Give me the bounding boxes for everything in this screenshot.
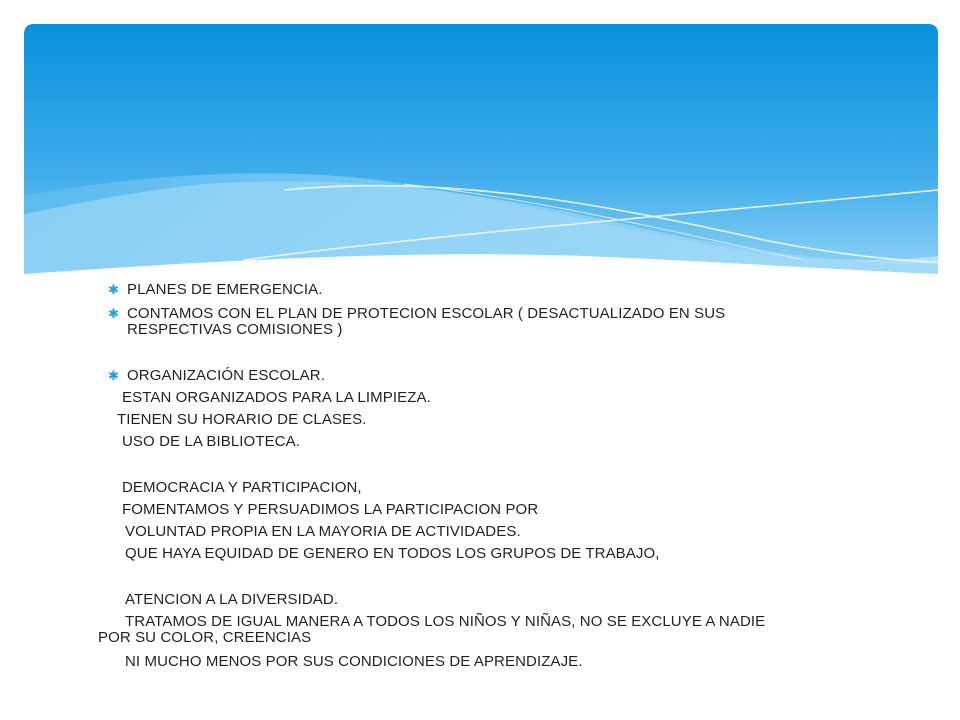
bullet-text-continuation: RESPECTIVAS COMISIONES ): [127, 321, 343, 338]
bullet-icon: ✱: [108, 306, 119, 321]
body-line: FOMENTAMOS Y PERSUADIMOS LA PARTICIPACION POR: [122, 501, 539, 518]
bullet-text: ORGANIZACIÓN ESCOLAR.: [127, 367, 325, 384]
body-line: DEMOCRACIA Y PARTICIPACION,: [122, 479, 362, 496]
body-line: NI MUCHO MENOS POR SUS CONDICIONES DE APRENDIZAJE.: [125, 653, 583, 670]
body-line: POR SU COLOR, CREENCIAS: [98, 629, 312, 646]
bullet-text: CONTAMOS CON EL PLAN DE PROTECION ESCOLAR ( DESACTUALIZADO EN SUS: [127, 305, 726, 322]
body-line: TIENEN SU HORARIO DE CLASES.: [117, 411, 367, 428]
body-line: ESTAN ORGANIZADOS PARA LA LIMPIEZA.: [122, 389, 431, 406]
bullet-icon: ✱: [108, 368, 119, 383]
body-line: VOLUNTAD PROPIA EN LA MAYORIA DE ACTIVIDADES.: [125, 523, 521, 540]
bullet-text: PLANES DE EMERGENCIA.: [127, 281, 323, 298]
body-line: TRATAMOS DE IGUAL MANERA A TODOS LOS NIÑOS Y NIÑAS, NO SE EXCLUYE A NADIE: [125, 613, 766, 630]
bullet-icon: ✱: [108, 282, 119, 297]
body-line: QUE HAYA EQUIDAD DE GENERO EN TODOS LOS GRUPOS DE TRABAJO,: [125, 545, 660, 562]
body-line: USO DE LA BIBLIOTECA.: [122, 433, 300, 450]
body-line: ATENCION A LA DIVERSIDAD.: [125, 591, 339, 608]
